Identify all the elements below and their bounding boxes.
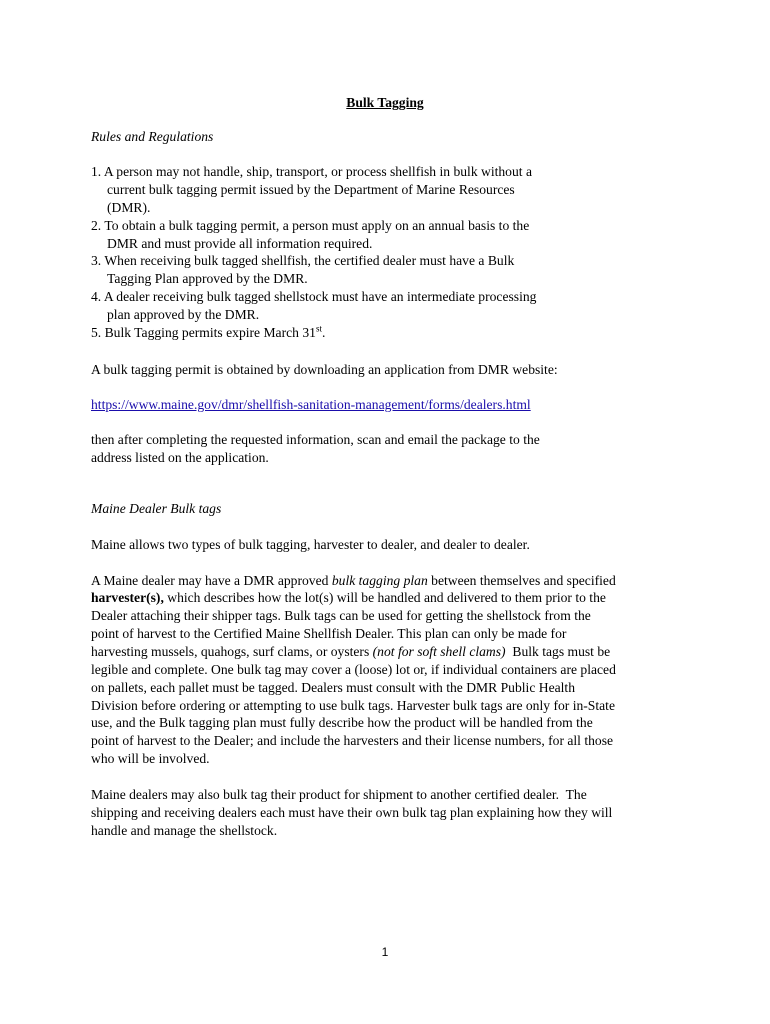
maine-dealer-heading: Maine Dealer Bulk tags [91, 501, 222, 516]
page-number: 1 [381, 945, 389, 959]
rule-line: 1. A person may not handle, ship, transport, or process shellfish in bulk without a [91, 164, 532, 179]
after-link-line: then after completing the requested information, scan and email the package to the [91, 432, 540, 447]
para1-line: Dealer attaching their shipper tags. Bulk tags can be used for getting the shellstock from the [91, 608, 591, 623]
para1-line: use, and the Bulk tagging plan must fully describe how the product will be handled from the [91, 715, 593, 730]
soft-shell-note: (not for soft shell clams) [372, 644, 506, 659]
rule-line: current bulk tagging permit issued by the Department of Marine Resources [107, 182, 515, 197]
rule-line: 3. When receiving bulk tagged shellfish, the certified dealer must have a Bulk [91, 253, 515, 268]
para1-line: A Maine dealer may have a DMR approved bulk tagging plan between themselves and specified [91, 573, 616, 588]
para2-line: Maine dealers may also bulk tag their product for shipment to another certified dealer. The [91, 787, 587, 802]
rule-line-5 [91, 324, 325, 342]
para2-line: handle and manage the shellstock. [91, 823, 278, 838]
permit-intro: A bulk tagging permit is obtained by downloading an application from DMR website: [91, 362, 558, 377]
rule-line: 2. To obtain a bulk tagging permit, a person must apply on an annual basis to the [91, 218, 530, 233]
para1-line: harvester(s), which describes how the lot(s) will be handled and delivered to them prior to the [91, 590, 606, 605]
page-title: Bulk Tagging [346, 95, 424, 110]
rule-5-text: 5. Bulk Tagging permits expire March 31 [91, 325, 316, 340]
rule-line: 4. A dealer receiving bulk tagged shellstock must have an intermediate processing [91, 289, 537, 304]
rule-line: (DMR). [107, 200, 151, 215]
para1-line: who will be involved. [91, 751, 210, 766]
para1-line: legible and complete. One bulk tag may cover a (loose) lot or, if individual containers are placed [91, 662, 616, 677]
para1-line: Division before ordering or attempting to use bulk tags. Harvester bulk tags are only for in-State [91, 698, 615, 713]
rule-line: DMR and must provide all information required. [107, 236, 373, 251]
para1-line: point of harvest to the Certified Maine Shellfish Dealer. This plan can only be made for [91, 626, 567, 641]
rule-line: Tagging Plan approved by the DMR. [107, 271, 308, 286]
rule-line: plan approved by the DMR. [107, 307, 260, 322]
superscript: st [315, 323, 322, 334]
dealers-form-link[interactable]: https://www.maine.gov/dmr/shellfish-sanitation-management/forms/dealers.html [91, 397, 531, 412]
para1-line: on pallets, each pallet must be tagged. Dealers must consult with the DMR Public Health [91, 680, 575, 695]
after-link-line: address listed on the application. [91, 450, 269, 465]
plan-emphasis: bulk tagging plan [331, 573, 428, 588]
two-types-text: Maine allows two types of bulk tagging, harvester to dealer, and dealer to dealer. [91, 537, 530, 552]
para2-line: shipping and receiving dealers each must have their own bulk tag plan explaining how they will [91, 805, 613, 820]
para1-line: point of harvest to the Dealer; and include the harvesters and their license numbers, for all those [91, 733, 614, 748]
para1-line: harvesting mussels, quahogs, surf clams, or oysters (not for soft shell clams) Bulk tags must be [91, 644, 611, 659]
rule-5-end: . [321, 325, 326, 340]
rules-heading: Rules and Regulations [91, 129, 214, 144]
harvesters-bold: harvester(s), [91, 590, 164, 605]
